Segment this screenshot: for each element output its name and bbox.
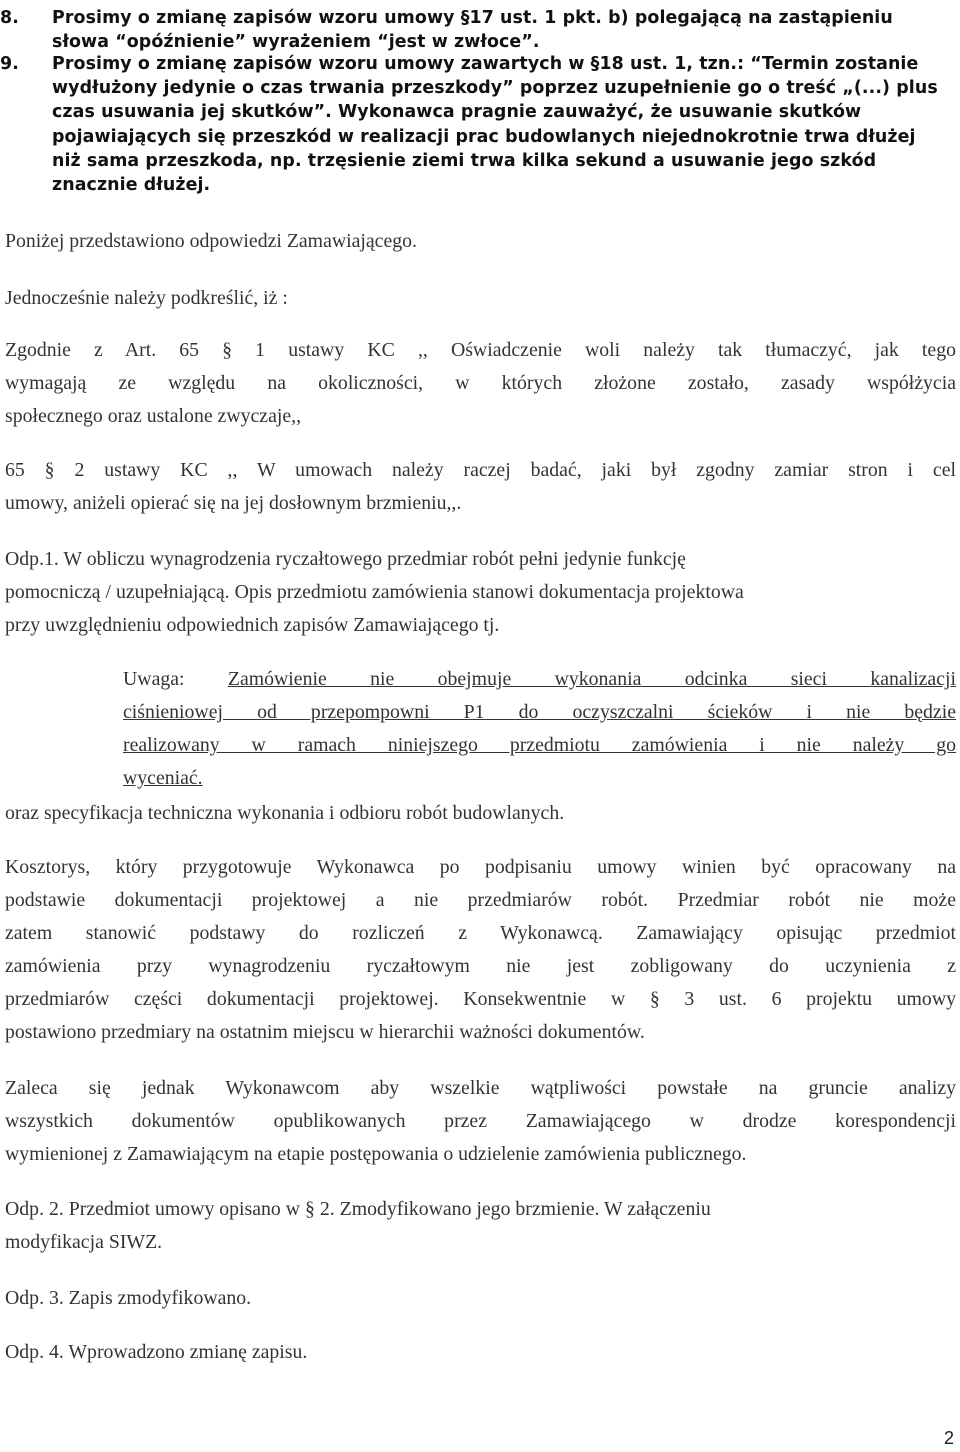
paragraph-line: Zaleca się jednak Wykonawcom aby wszelkie wątpliwości powstałe na gruncie analizy (5, 1077, 956, 1099)
paragraph-line: Kosztorys, który przygotowuje Wykonawca po podpisaniu umowy winien być opracowany na (5, 856, 956, 878)
paragraph-line: postawiono przedmiary na ostatnim miejscu w hierarchii ważności dokumentów. (5, 1021, 645, 1043)
zaleca-paragraph (5, 1072, 956, 1171)
paragraph-line: wymienionej z Zamawiającym na etapie postępowania o udzielenie zamówienia publicznego. (5, 1143, 747, 1165)
intro-line: Poniżej przedstawiono odpowiedzi Zamawiającego. (5, 230, 417, 252)
answer-3: Odp. 3. Zapis zmodyfikowano. (5, 1287, 252, 1309)
paragraph-line: społecznego oraz ustalone zwyczaje,, (5, 405, 302, 427)
emphasis-line: Jednocześnie należy podkreślić, iż : (5, 287, 288, 309)
page-number: 2 (943, 1428, 954, 1448)
note-underlined: Zamówienie nie obejmuje wykonania odcinka sieci kanalizacji (227, 668, 956, 690)
question-9-line: znacznie dłużej. (52, 175, 211, 196)
question-9 (0, 52, 957, 197)
question-9-line: Prosimy o zmianę zapisów wzoru umowy zawartych w §18 ust. 1, tzn.: “Termin zostanie (52, 54, 919, 74)
answer-1-paragraph (5, 543, 956, 642)
question-8-line: słowa “opóźnienie” wyrażeniem “jest w zwłoce”. (52, 32, 540, 53)
paragraph-line: umowy, aniżeli opierać się na jej dosłownym brzmieniu,,. (5, 492, 462, 514)
paragraph-line: wymagają ze względu na okoliczności, w których złożone zostało, zasady współżycia (5, 372, 956, 394)
paragraph-line: wszystkich dokumentów opublikowanych przez Zamawiającego w drodze korespondencji (5, 1110, 956, 1132)
spec-line: oraz specyfikacja techniczna wykonania i odbioru robót budowlanych. (5, 802, 565, 824)
paragraph-line: modyfikacja SIWZ. (5, 1231, 163, 1253)
paragraph-line: pomocniczą / uzupełniającą. Opis przedmiotu zamówienia stanowi dokumentacja projektowa (5, 581, 744, 603)
paragraph-line: Odp. 2. Przedmiot umowy opisano w § 2. Zmodyfikowano jego brzmienie. W załączeniu (5, 1198, 711, 1220)
question-8-number: 8. (0, 8, 19, 28)
paragraph-line: Zgodnie z Art. 65 § 1 ustawy KC ,, Oświadczenie woli należy tak tłumaczyć, jak tego (5, 339, 956, 361)
paragraph-line: przy uwzględnieniu odpowiednich zapisów Zamawiającego tj. (5, 614, 500, 636)
art65-1-paragraph (5, 334, 956, 433)
note-line: ciśnieniowej od przepompowni P1 do oczyszczalni ścieków i nie będzie (123, 701, 956, 723)
note-block (123, 663, 956, 795)
paragraph-line: zamówienia przy wynagrodzeniu ryczałtowym nie jest zobligowany do uczynienia z (5, 955, 956, 977)
question-9-line: niż sama przeszkoda, np. trzęsienie ziemi trwa kilka sekund a usuwanie jego szkód (52, 150, 877, 171)
answer-2-paragraph (5, 1193, 956, 1259)
question-9-number: 9. (0, 54, 19, 74)
paragraph-line: podstawie dokumentacji projektowej a nie przedmiarów robót. Przedmiar robót nie może (5, 889, 956, 911)
paragraph-line: 65 § 2 ustawy KC ,, W umowach należy raczej badać, jaki był zgodny zamiar stron i cel (5, 459, 956, 481)
question-9-line: pojawiających się przeszkód w realizacji prac budowlanych niejednokrotnie trwa dłużej (52, 126, 916, 147)
question-9-line: wydłużony jedynie o czas trwania przeszkody” poprzez uzupełnienie go o treść „(...) plus (52, 78, 938, 99)
question-8-line: Prosimy o zmianę zapisów wzoru umowy §17 ust. 1 pkt. b) polegającą na zastąpieniu (52, 8, 893, 28)
question-8 (0, 6, 957, 54)
note-line: realizowany w ramach niniejszego przedmiotu zamówienia i nie należy go (123, 734, 956, 756)
answer-4: Odp. 4. Wprowadzono zmianę zapisu. (5, 1341, 308, 1363)
paragraph-line: zatem stanowić podstawy do rozliczeń z Wykonawcą. Zamawiający opisując przedmiot (5, 922, 956, 944)
kosztorys-paragraph (5, 851, 956, 1049)
paragraph-line: Odp.1. W obliczu wynagrodzenia ryczałtowego przedmiar robót pełni jedynie funkcję (5, 548, 686, 570)
note-prefix: Uwaga: (123, 668, 228, 690)
paragraph-line: przedmiarów części dokumentacji projektowej. Konsekwentnie w § 3 ust. 6 projektu umowy (5, 988, 956, 1010)
art65-2-paragraph (5, 454, 956, 520)
note-line (123, 663, 956, 696)
note-line: wyceniać. (123, 767, 203, 789)
question-9-line: czas usuwania jej skutków”. Wykonawca pragnie zauważyć, że usuwanie skutków (52, 102, 862, 123)
